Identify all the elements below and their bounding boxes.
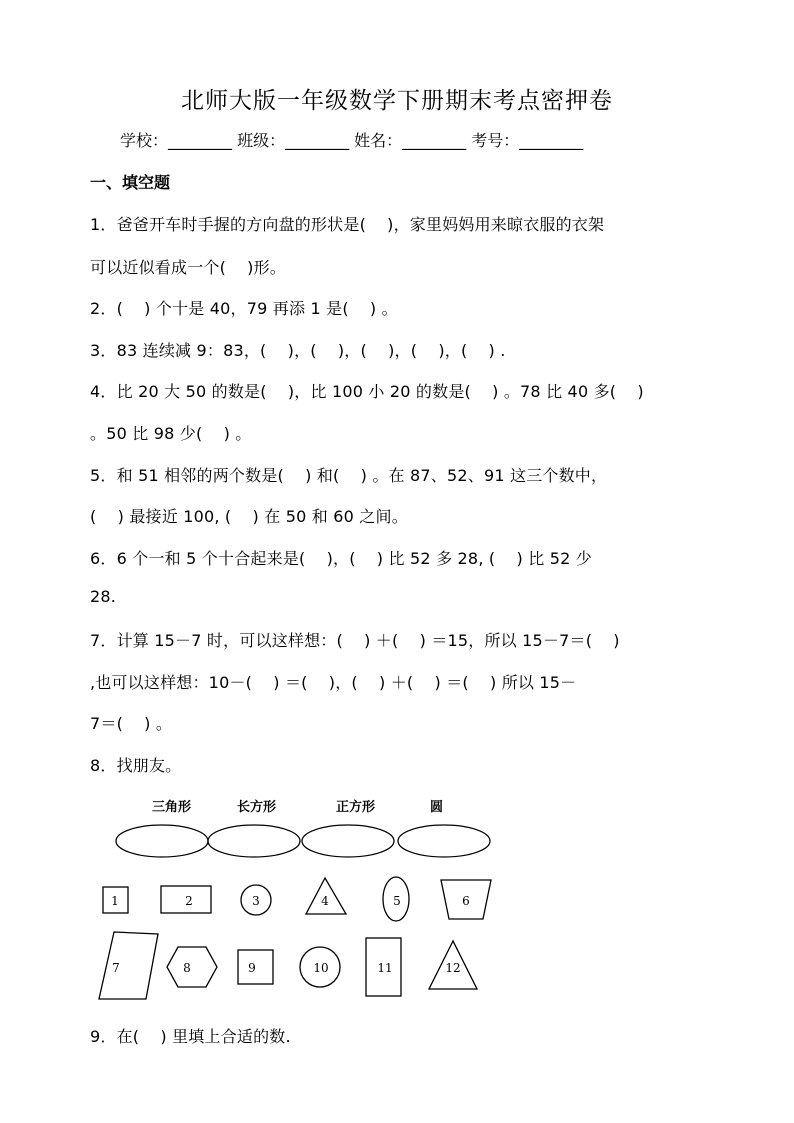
shape-number-10: 10 [313,961,329,975]
shape-8-hexagon [167,947,217,987]
question-1-line-1: 1．爸爸开车时手握的方向盘的形状是( )，家里妈妈用来晾衣服的衣架 [90,215,605,234]
shape-number-11: 11 [377,961,393,975]
question-7-line-2: ,也可以这样想：10－( ) ＝( )，( ) ＋( ) ＝( ) 所以 15－ [90,673,577,692]
shape-7-parallelogram [99,932,158,999]
question-4-line-1: 4．比 20 大 50 的数是( )，比 100 小 20 的数是( ) 。78 比 40 多( ) [90,382,644,401]
question-2: 2．( ) 个十是 40，79 再添 1 是( ) 。 [90,299,398,318]
question-9: 9．在( ) 里填上合适的数. [90,1027,291,1046]
question-5-line-1: 5．和 51 相邻的两个数是( ) 和( ) 。在 87、52、91 这三个数中， [90,466,608,485]
question-7-line-3: 7＝( ) 。 [90,714,173,733]
answer-oval-circle[interactable] [398,825,490,857]
shape-number-12: 12 [445,961,461,975]
category-label-rectangle: 长方形 [237,800,277,815]
category-label-circle: 圆 [430,800,444,815]
shape-number-4: 4 [321,894,329,908]
shape-number-7: 7 [112,961,120,975]
question-5-line-2: ( ) 最接近 100, ( ) 在 50 和 60 之间。 [90,507,408,526]
question-4-line-2: 。50 比 98 少( ) 。 [90,424,252,443]
shape-number-3: 3 [252,894,260,908]
student-info-line: 学校：________ 班级：________ 姓名：________ 考号：________ [120,131,584,150]
section-heading: 一、填空题 [90,173,171,192]
question-6-line-2: 28. [90,587,117,606]
question-8: 8．找朋友。 [90,756,182,775]
shape-number-5: 5 [393,894,401,908]
question-6-line-1: 6．6 个一和 5 个十合起来是( )，( ) 比 52 多 28, ( ) 比 52 少 [90,549,592,568]
question-7-line-1: 7．计算 15－7 时，可以这样想：( ) ＋( ) ＝15，所以 15－7＝( ) [90,631,620,650]
shape-number-1: 1 [111,894,119,908]
answer-oval-triangle[interactable] [116,825,208,857]
page-title: 北师大版一年级数学下册期末考点密押卷 [181,88,613,114]
category-label-triangle: 三角形 [152,800,192,815]
category-label-square: 正方形 [336,800,376,815]
shape-number-6: 6 [462,894,470,908]
question-3: 3．83 连续减 9：83，( )，( )，( )，( )，( ) . [90,341,506,360]
question-1-line-2: 可以近似看成一个( )形。 [90,258,287,277]
shape-number-9: 9 [248,961,256,975]
shape-number-2: 2 [185,894,193,908]
shape-number-8: 8 [183,961,191,975]
answer-oval-rectangle[interactable] [208,825,300,857]
answer-oval-square[interactable] [302,825,394,857]
